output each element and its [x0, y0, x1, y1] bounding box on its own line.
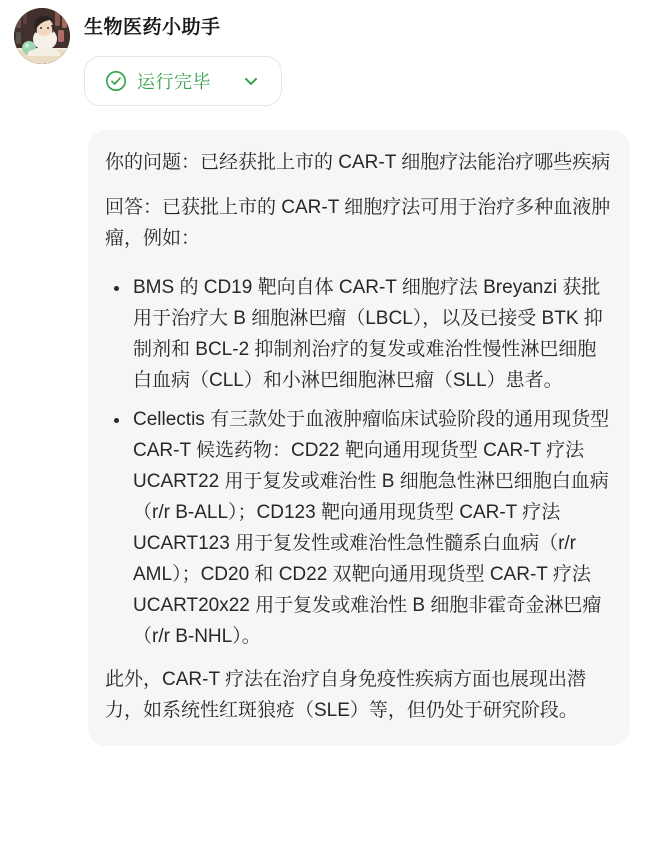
chevron-down-icon — [241, 71, 261, 91]
list-item: • BMS 的 CD19 靶向自体 CAR-T 细胞疗法 Breyanzi 获批用于治疗大 B 细胞淋巴瘤（LBCL），以及已接受 BTK 抑制剂和 BCL-2 抑制剂治疗的复发或难治性慢性淋巴细胞白血病（CLL）和小淋巴细胞淋巴瘤（SLL）患者。 — [131, 272, 614, 396]
list-item: • Cellectis 有三款处于血液肿瘤临床试验阶段的通用现货型 CAR-T 候选药物：CD22 靶向通用现货型 CAR-T 疗法 UCART22 用于复发或难治性 B 细胞急性淋巴细胞白血病（r/r B-ALL）；CD123 靶向通用现货型 CAR-T 疗法 UCART123 用于复发性或难治性急性髓系白血病（r/r AML）；CD20 和 CD22 双靶向通用现货型 CAR-T 疗法 UCART20x22 用于复发或难治性 B 细胞非霍奇金淋巴瘤（r/r B-NHL）。 — [131, 404, 614, 652]
assistant-avatar — [14, 8, 70, 64]
run-status-toggle[interactable] — [84, 56, 282, 106]
answer-intro-text: 回答：已获批上市的 CAR-T 细胞疗法可用于治疗多种血液肿瘤，例如： — [105, 197, 611, 249]
bot-name: 生物医药小助手 — [84, 17, 221, 38]
assistant-message-bubble — [88, 130, 630, 746]
header-column — [84, 8, 282, 106]
answer-bullet-list — [105, 272, 614, 652]
assistant-avatar-illustration — [14, 8, 70, 64]
user-question-text: 你的问题：已经获批上市的 CAR-T 细胞疗法能治疗哪些疾病 — [105, 152, 611, 173]
check-circle-icon — [105, 70, 127, 92]
answer-closing-text: 此外，CAR-T 疗法在治疗自身免疫性疾病方面也展现出潜力，如系统性红斑狼疮（SLE）等，但仍处于研究阶段。 — [105, 669, 586, 721]
run-status-label: 运行完毕 — [137, 72, 211, 92]
message-header — [0, 0, 672, 106]
